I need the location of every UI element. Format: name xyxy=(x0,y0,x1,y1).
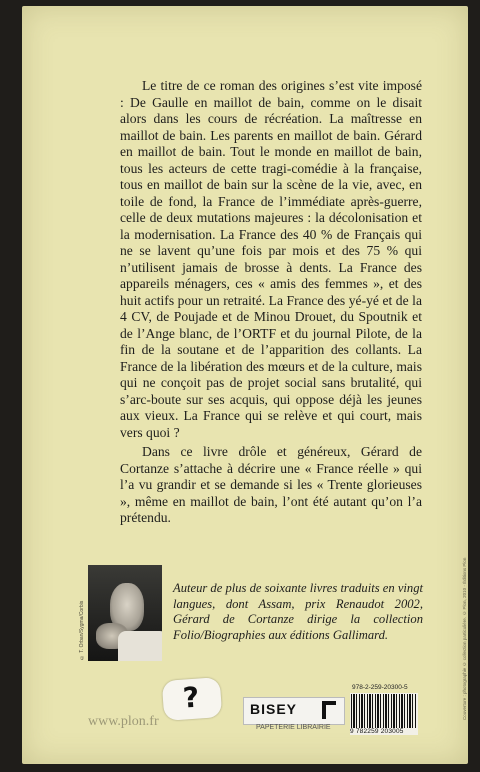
bookstore-name: BISEY xyxy=(250,701,298,717)
barcode-icon xyxy=(350,693,418,729)
author-shirt xyxy=(118,631,162,661)
author-bio: Auteur de plus de soixante livres traduits en vingt langues, dont Assam, prix Renaudot 2002, Gérard de Cortanze dirige la collection Folio/Biographies aux éditions Gallimard. xyxy=(173,581,423,642)
barcode-number: 9 782259 203005 xyxy=(350,728,418,735)
bookstore-logo-icon xyxy=(322,701,336,719)
side-credit: Couverture : photographie © collection particulière. © Plon, 2010 · Éditions Plon xyxy=(462,557,467,720)
sticker-mark: ? xyxy=(181,680,201,715)
isbn: 978-2-259-20300-5 xyxy=(352,684,408,691)
back-cover-blurb xyxy=(120,78,422,527)
handwritten-sticker xyxy=(162,677,223,721)
publisher-website: www.plon.fr xyxy=(88,714,159,729)
photo-credit: © T. Orban/Sygma/Corbis xyxy=(79,600,85,660)
bookstore-price-label xyxy=(243,697,345,725)
bookstore-subtitle: PAPETERIE LIBRAIRIE xyxy=(256,724,331,731)
blurb-paragraph-2: Dans ce livre drôle et généreux, Gérard de Cortanze s’attache à décrire une « France réelle » qui l’a vu grandir et se demande si les « Trente glorieuses », même en maillot de bain, l’ont été autant qu’on l’a prétendu. xyxy=(120,444,422,525)
blurb-paragraph-1: Le titre de ce roman des origines s’est vite imposé : De Gaulle en maillot de bain, comme on le disait alors dans les cours de récréation. La maîtresse en maillot de bain. Les parents en maillot de bain. Gérard en maillot de bain. Tout le monde en maillot de bain, tous les acteurs de cette tragi-comédie à la française, tous en maillot de bain sur la scène de la vie, avec, en toile de fond, la France de l’immédiate après-guerre, celle de deux mutations majeures : la décolonisation et la modernisation. La France des 40 % de Français qui ne se lavent qu’une fois par mois et des 75 % qui n’utilisent jamais de brosse à dents. La France des appareils ménagers, ces « amis des femmes », et des huit actifs pour un retraité. La France des yé-yé et de la 4 CV, de Poujade et de Minou Drouet, du Spoutnik et de l’Ange blanc, de l’ORTF et du journal Pilote, de la fin de la soutane et de l’apparition des collants. La France de la libération des mœurs et de la culture, mais qui ne conçoit pas de projet social sans brutalité, qui s’arc-boute sur ses acquis, qui oppose déjà les jeunes aux vieux. La France qui se relève et qui court, mais vers quoi ? xyxy=(120,78,422,440)
author-photo xyxy=(88,565,162,661)
